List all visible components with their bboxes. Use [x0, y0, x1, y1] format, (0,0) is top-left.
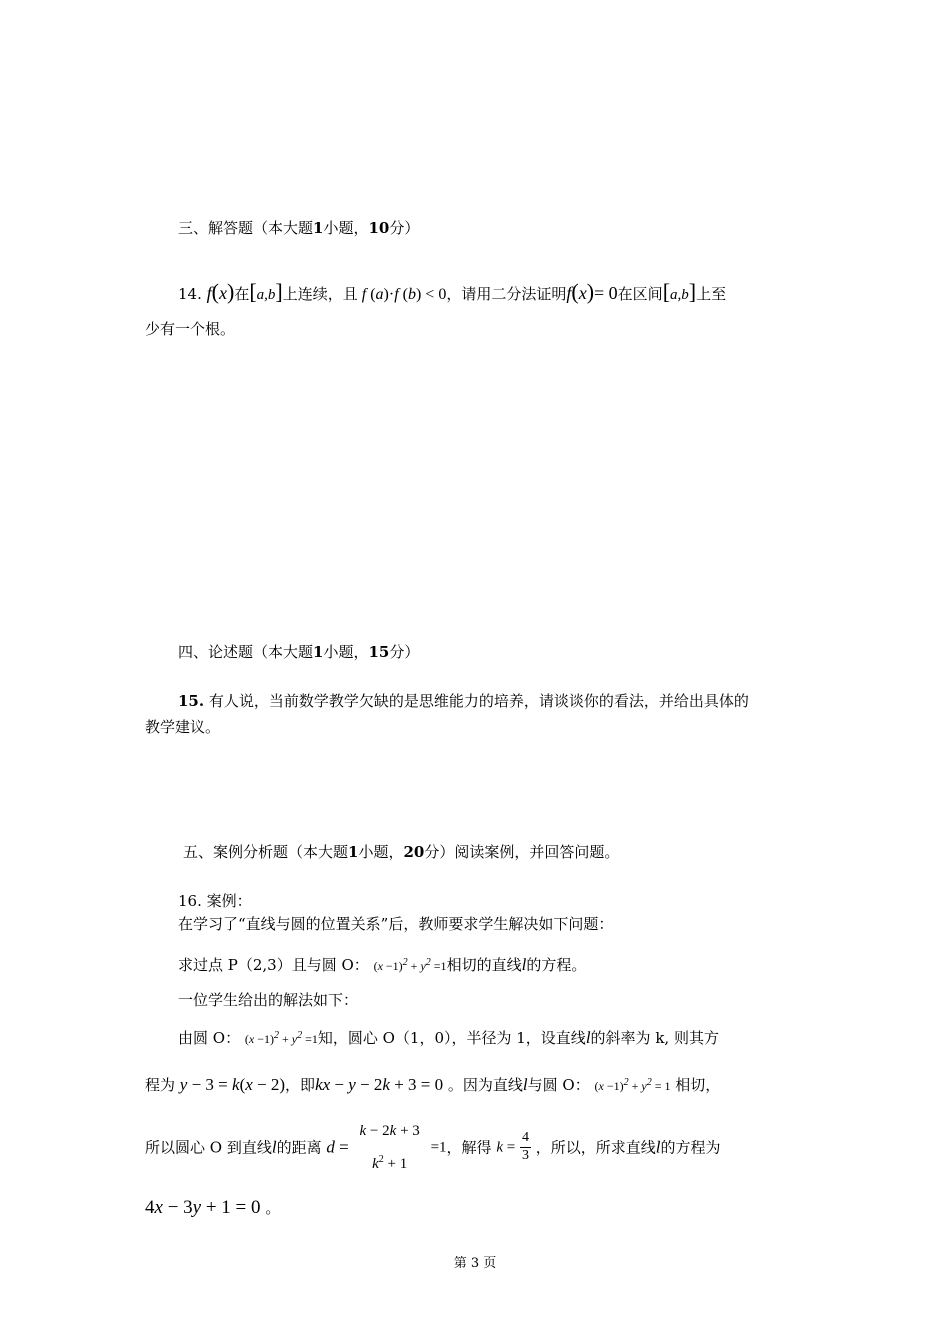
heading-text-mid: 小题，	[358, 843, 404, 861]
formula-line-general: kx − y − 2k + 3 = 0	[315, 1075, 444, 1094]
page-number-text: 第 3 页	[453, 1256, 497, 1271]
text: 的斜率为 k, 则其方	[590, 1029, 719, 1047]
text: ，即	[285, 1076, 316, 1094]
question-16-student	[178, 991, 358, 1009]
formula-l: l	[655, 1137, 661, 1157]
formula-line-eq: y − 3 = k(x − 2)	[179, 1075, 286, 1094]
formula-l: l	[585, 1028, 591, 1047]
question-15-line-1	[178, 692, 749, 710]
text: 程为	[145, 1076, 176, 1094]
text: 知，圆心 O（1，0），半径为 1，设直线	[317, 1029, 586, 1047]
formula-fx-zero: f(x)= 0	[566, 279, 618, 304]
text: 所以圆心 O 到直线	[145, 1138, 272, 1157]
formula-circle: $(x -1)^2 + y^2 =1$	[373, 957, 447, 973]
text: 相切，	[675, 1076, 721, 1094]
solution-line-2	[145, 1075, 720, 1095]
text: 相切的直线	[446, 956, 522, 974]
formula-interval: [	[249, 279, 257, 304]
formula-circle: $(x -1)^2 + y^2 = 1$	[594, 1077, 671, 1093]
section-4-heading	[178, 643, 419, 661]
formula-k: k =	[496, 1139, 516, 1156]
heading-text: 三、解答题（本大题	[178, 219, 314, 237]
solution-line-1	[178, 1028, 719, 1048]
heading-text-mid: 小题，	[323, 219, 369, 237]
formula-k-fraction: $\frac{4}{3}$	[522, 1130, 529, 1163]
text: 16. 案例：	[178, 892, 252, 910]
text: 上连续，且	[282, 285, 358, 303]
question-16-number	[178, 892, 252, 910]
formula-final-line: 4x − 3y + 1 = 0	[145, 1197, 261, 1218]
text: 由圆 O：	[178, 1029, 241, 1047]
heading-count: 1	[313, 219, 324, 237]
text: 求过点 P（2,3）且与圆 O：	[178, 956, 369, 974]
text: 少有一个根。	[145, 320, 236, 338]
question-16-problem	[178, 955, 586, 975]
solution-line-3: 所以圆心 O 到直线l的距离 d = k − 2k + 3 $k^2 + 1$ =1，解得 k = $\frac{4}{3}$ ，所以，所求直线l的方程为	[145, 1123, 721, 1172]
heading-text: 四、论述题（本大题	[178, 643, 314, 661]
text: 在学习了“直线与圆的位置关系”后，教师要求学生解决如下问题：	[178, 915, 614, 933]
heading-text-end: 分）	[389, 643, 420, 661]
question-number: 14.	[178, 285, 202, 303]
text: 一位学生给出的解法如下：	[178, 991, 359, 1009]
formula-l: l	[522, 1075, 528, 1094]
section-5-heading	[183, 843, 619, 861]
heading-count: 1	[313, 643, 324, 661]
formula-l: l	[271, 1137, 277, 1157]
question-15-line-2	[145, 718, 220, 736]
formula-circle: $(x -1)^2 + y^2 =1$	[244, 1030, 318, 1046]
text: 在区间	[617, 285, 663, 303]
formula-l: l	[521, 955, 527, 974]
text: ，所以，所求直线	[535, 1138, 656, 1157]
page-number	[0, 1252, 950, 1271]
question-14-line-1: 14. f(x)在[a,b]上连续，且 f (a)·f (b) < 0，请用二分法证明f(x)= 0在区间[a,b]上至	[178, 279, 727, 304]
text: ，请用二分法证明	[446, 285, 567, 303]
text: 的方程为	[660, 1138, 721, 1157]
text: 。	[265, 1199, 281, 1217]
text: 。因为直线	[447, 1076, 523, 1094]
text: 的距离	[276, 1138, 322, 1157]
heading-count: 1	[348, 843, 359, 861]
question-number: 15.	[178, 692, 205, 710]
text: 的方程。	[526, 956, 587, 974]
heading-score: 20	[403, 843, 425, 861]
formula-distance-fraction: k − 2k + 3 $k^2 + 1$	[359, 1123, 420, 1172]
formula-product: f (a)·f (b) < 0	[357, 286, 447, 303]
text: 上至	[696, 285, 727, 303]
text: 有人说，当前数学教学欠缺的是思维能力的培养，请谈谈你的看法，并给出具体的	[208, 692, 749, 710]
section-3-heading	[178, 219, 419, 237]
text: ，解得	[446, 1138, 492, 1157]
question-16-intro	[178, 915, 613, 933]
solution-line-4	[145, 1197, 280, 1220]
formula-fx: f(x)	[206, 279, 235, 304]
heading-text-end: 分）	[389, 219, 420, 237]
text: 教学建议。	[145, 718, 221, 736]
text: 与圆 O：	[527, 1076, 590, 1094]
heading-text-end: 分）阅读案例，并回答问题。	[424, 843, 620, 861]
text: 在	[234, 285, 250, 303]
heading-score: 10	[368, 219, 390, 237]
formula-interval-2: [	[662, 279, 671, 304]
question-14-line-2	[145, 320, 235, 338]
heading-text-mid: 小题，	[323, 643, 369, 661]
heading-score: 15	[368, 643, 390, 661]
heading-text: 五、案例分析题（本大题	[183, 843, 349, 861]
formula-d: d =	[326, 1137, 349, 1157]
